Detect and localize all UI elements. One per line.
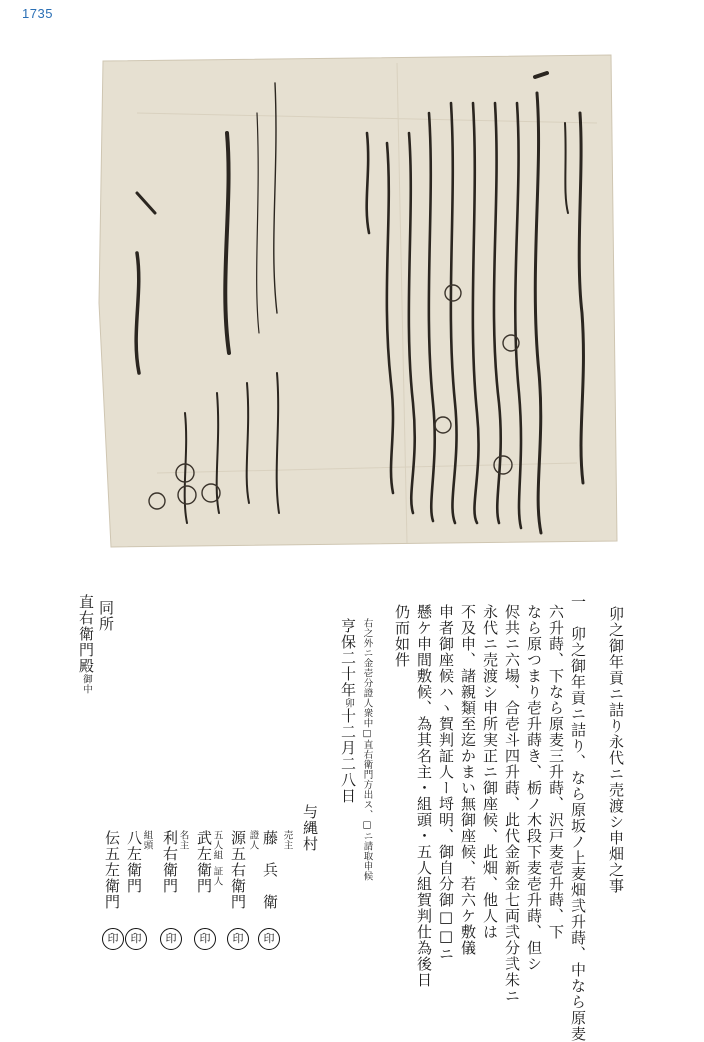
body-line: 仍而如件 bbox=[393, 604, 411, 668]
signer-role: 證人 bbox=[247, 830, 259, 850]
signer-name: 源五右衛門 bbox=[229, 830, 247, 910]
body-line: 侭共ニ六場、合壱斗四升蒔、此代金新金七両弐分弐朱ニ bbox=[503, 604, 521, 1004]
signer-role: 組頭 bbox=[141, 830, 153, 850]
signer-name: 藤 兵 衛 bbox=[261, 830, 279, 910]
recipient-place: 同所 bbox=[97, 600, 115, 632]
recipient-name-line bbox=[78, 594, 93, 694]
signer-name: 伝五左衛門 bbox=[103, 830, 121, 910]
document-title: 卯之御年貢ニ詰り永代ニ売渡シ申畑之事 bbox=[607, 606, 625, 894]
signer-name: 武左衛門 bbox=[195, 830, 213, 894]
group-label: 五人組 bbox=[211, 830, 223, 860]
note-line: 右之外ニ金壱分證人衆中□直右衛門方出ス、□ニ請取申候 bbox=[361, 618, 373, 881]
date-line bbox=[340, 618, 355, 804]
year-label: 1735 bbox=[22, 6, 53, 21]
signer-role: 売主 bbox=[281, 830, 293, 850]
transcription bbox=[70, 594, 650, 1042]
date-month-day: 十二月二八日 bbox=[339, 708, 357, 804]
seal-icon: 印 bbox=[125, 928, 147, 950]
signer-name: 八左衛門 bbox=[125, 830, 143, 894]
manuscript-scan-image bbox=[97, 53, 619, 549]
body-line: 永代ニ売渡シ申所実正ニ御座候、此畑、他人は bbox=[481, 604, 499, 940]
seal-icon: 印 bbox=[194, 928, 216, 950]
signer-role: 証人 bbox=[211, 866, 223, 886]
body-line: 六升蒔、下なら原麦三升蒔、沢戸麦壱升蒔、下 bbox=[547, 604, 565, 940]
body-line: なら原つまり壱升蒔き、栃ノ木段下麦壱升蒔、但シ bbox=[525, 604, 543, 972]
signer-name: 利右衛門 bbox=[161, 830, 179, 894]
body-line: 申者御座候ハヽ賀判証人ー埒明、御自分御□□ニ bbox=[437, 604, 455, 962]
seal-icon: 印 bbox=[258, 928, 280, 950]
date-zodiac: 卯 bbox=[343, 698, 354, 708]
date-era: 亨保二十年 bbox=[339, 618, 357, 698]
seal-icon: 印 bbox=[102, 928, 124, 950]
body-line: 懸ケ申間敷候、為其名主・組頭・五人組賀判仕為後日 bbox=[415, 604, 433, 988]
village-name: 与縄村 bbox=[301, 804, 319, 852]
body-line: 一 卯之御年貢ニ詰り、なら原坂ノ上麦畑弐升蒔、中なら原麦 bbox=[569, 594, 587, 1042]
recipient-name: 直右衛門殿 bbox=[77, 594, 95, 674]
seal-icon: 印 bbox=[160, 928, 182, 950]
recipient-suffix: 御中 bbox=[81, 674, 92, 694]
signer-role: 名主 bbox=[177, 830, 189, 850]
body-line: 不及申、諸親類至迄かまい無御座候、若六ケ敷儀 bbox=[459, 604, 477, 956]
seal-icon: 印 bbox=[227, 928, 249, 950]
